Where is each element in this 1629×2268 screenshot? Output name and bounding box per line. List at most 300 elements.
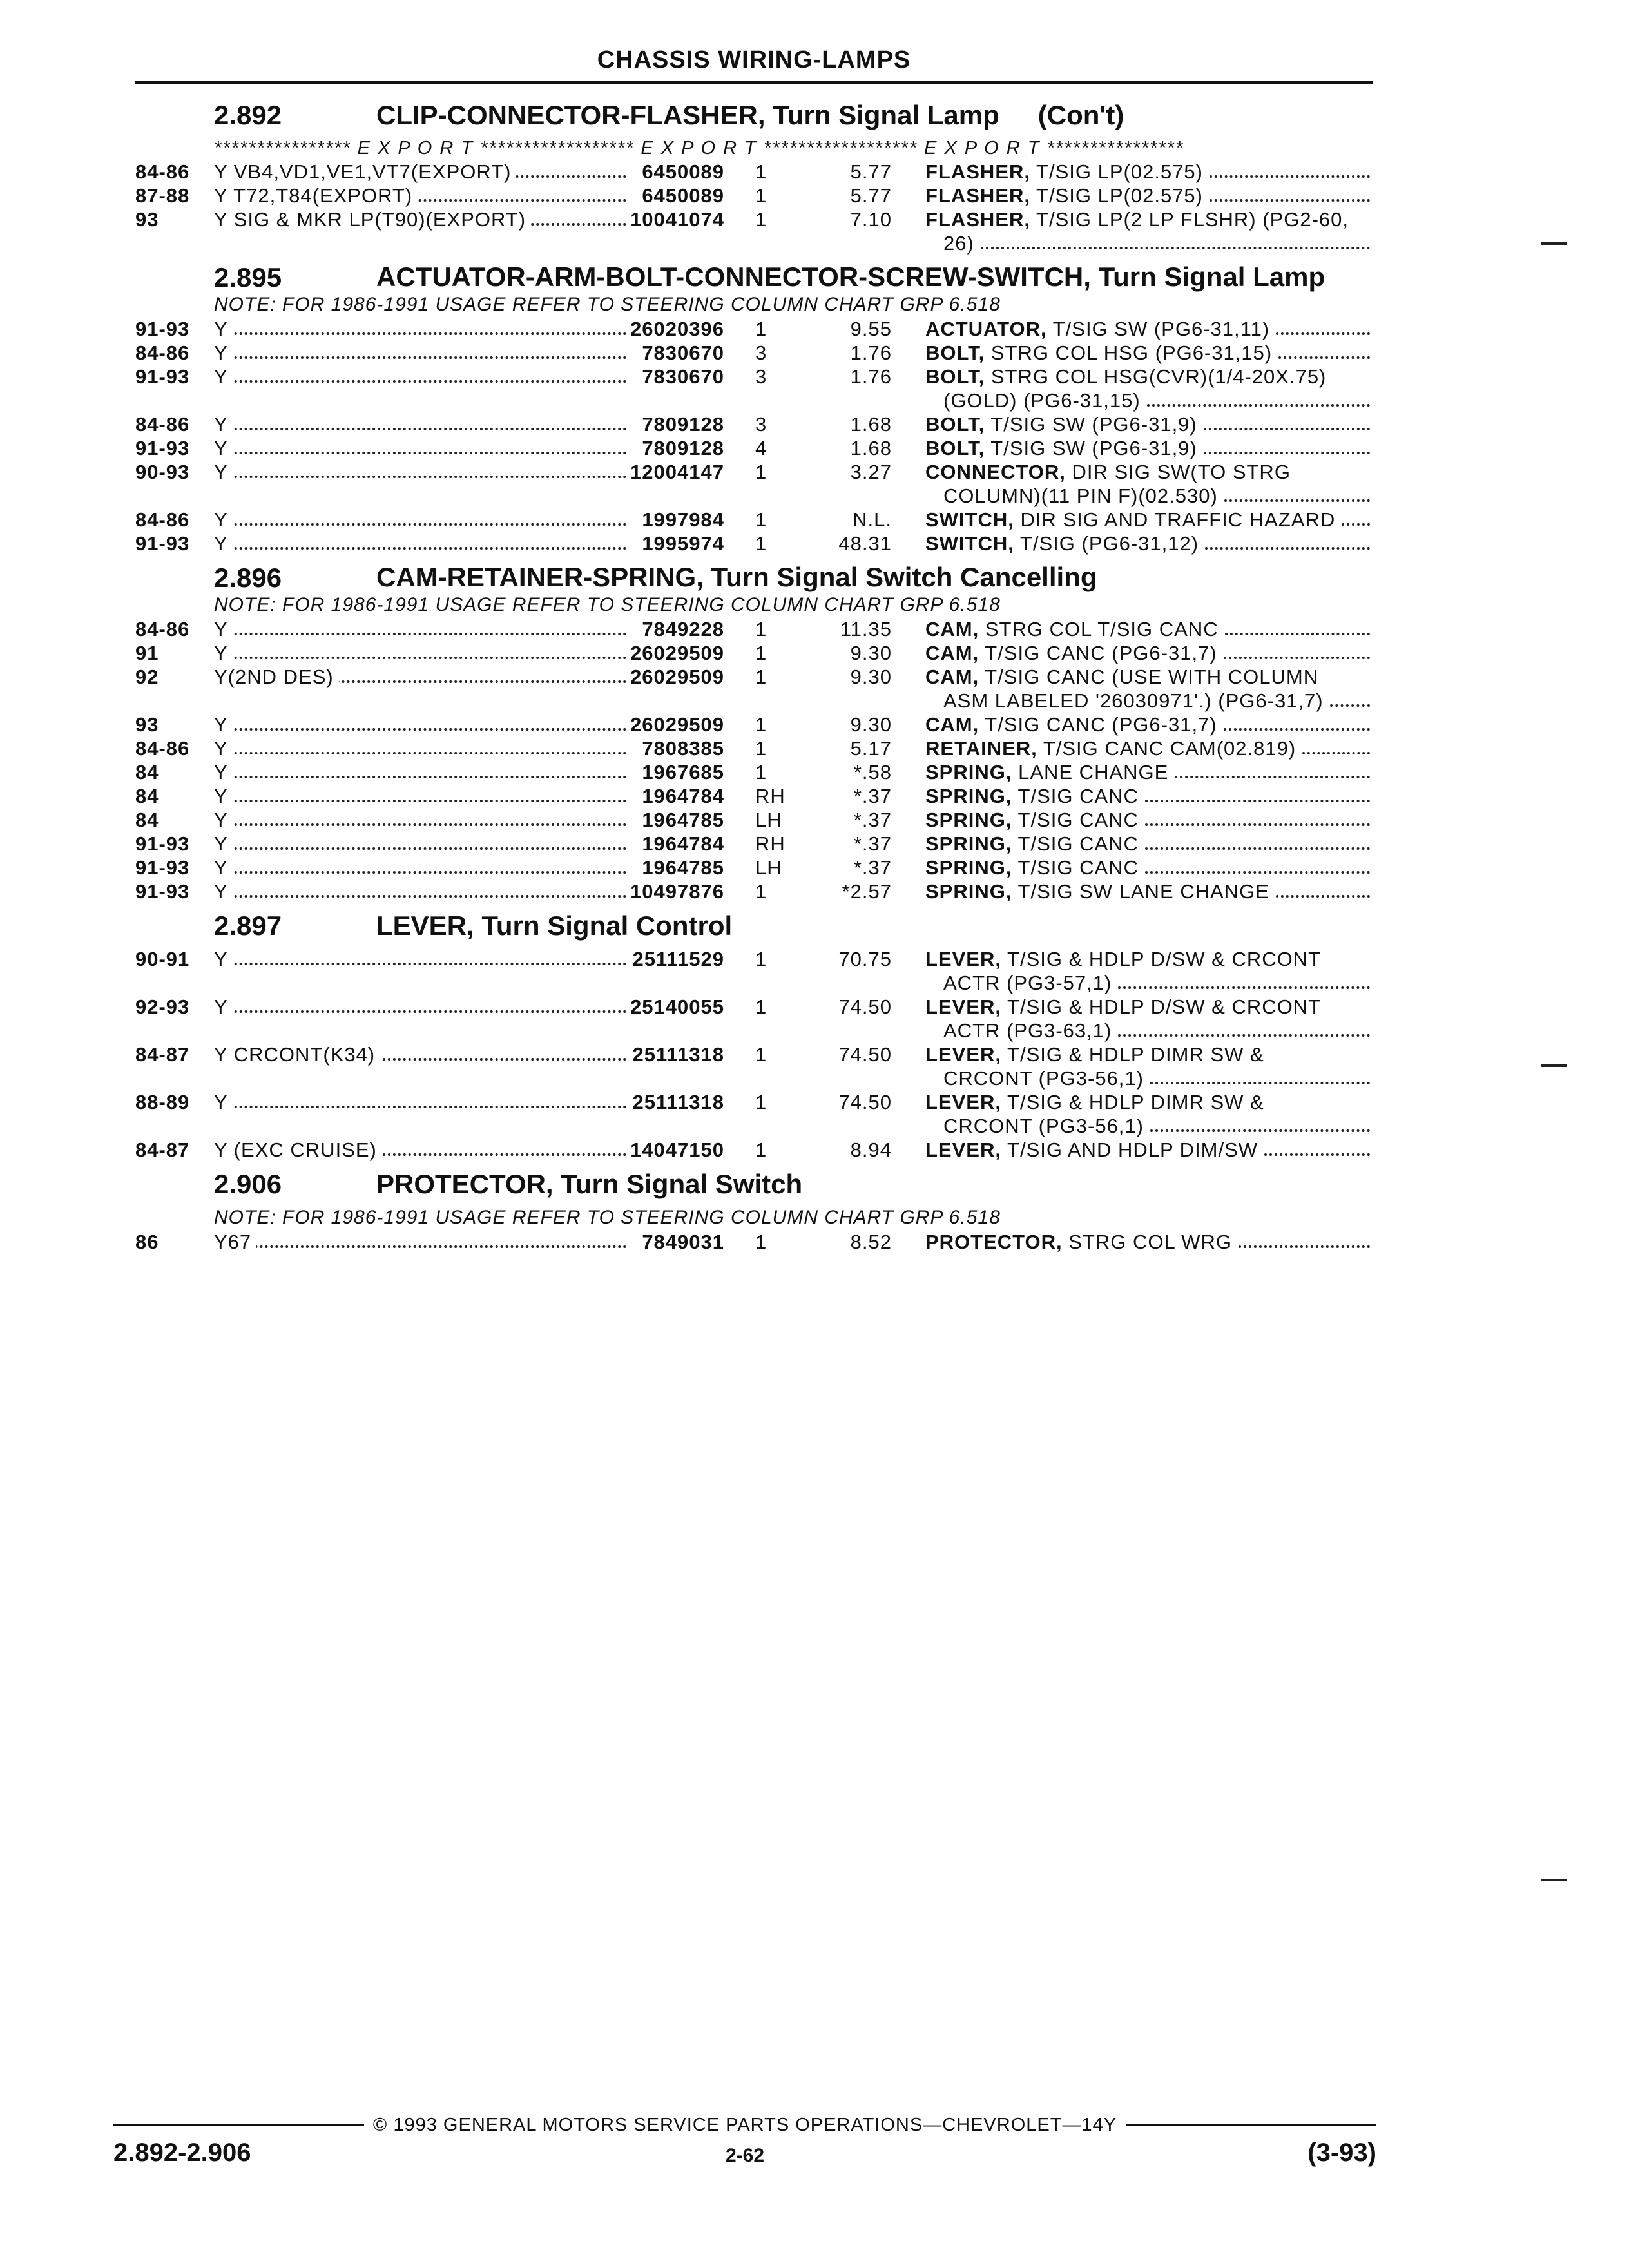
part-description bbox=[892, 184, 1373, 207]
model-years: 84-86 bbox=[135, 508, 190, 531]
part-detail: T/SIG & HDLP D/SW & CRCONT bbox=[1001, 948, 1322, 970]
dot-leader bbox=[214, 547, 626, 550]
model-usage bbox=[214, 713, 626, 736]
dot-leader bbox=[214, 776, 626, 778]
part-description bbox=[892, 341, 1373, 365]
part-detail: T/SIG SW (PG6-31,11) bbox=[1046, 318, 1270, 340]
part-row bbox=[135, 784, 1373, 808]
part-detail: STRG COL HSG(CVR)(1/4-20X.75) bbox=[985, 365, 1327, 388]
part-row bbox=[135, 947, 1373, 995]
part-number: 10497876 bbox=[630, 880, 724, 903]
model-years: 90-91 bbox=[135, 948, 190, 970]
dot-leader bbox=[214, 847, 626, 850]
part-description bbox=[892, 508, 1373, 532]
dot-leader bbox=[1145, 832, 1370, 850]
part-description bbox=[892, 317, 1373, 341]
model-usage-text: Y bbox=[214, 437, 233, 459]
model-years: 87-88 bbox=[135, 184, 190, 207]
part-detail-continued: CRCONT (PG3-56,1) bbox=[943, 1115, 1144, 1137]
model-usage bbox=[214, 460, 626, 508]
part-description bbox=[892, 160, 1373, 184]
section-name-text: ACTUATOR-ARM-BOLT-CONNECTOR-SCREW-SWITCH, Turn Signal Lamp bbox=[376, 262, 1325, 292]
part-description bbox=[892, 995, 1373, 1043]
model-usage bbox=[214, 317, 626, 341]
dot-leader bbox=[1302, 736, 1370, 754]
part-detail-continued: (GOLD) (PG6-31,15) bbox=[943, 389, 1141, 412]
part-description bbox=[892, 736, 1373, 760]
section-heading bbox=[135, 94, 1373, 137]
part-name: RETAINER, bbox=[925, 737, 1037, 760]
model-usage-text: Y bbox=[214, 1091, 233, 1113]
margin-mark bbox=[1541, 1064, 1567, 1067]
model-years: 92-93 bbox=[135, 995, 190, 1018]
quantity: 1 bbox=[755, 948, 767, 970]
part-number: 6450089 bbox=[642, 160, 724, 183]
part-detail: LANE CHANGE bbox=[1012, 761, 1169, 783]
part-description bbox=[892, 760, 1373, 784]
part-detail: T/SIG CANC bbox=[1012, 832, 1139, 855]
dot-leader bbox=[1224, 641, 1370, 659]
model-usage-text: Y bbox=[214, 832, 233, 855]
part-name: CAM, bbox=[925, 713, 979, 736]
part-name: BOLT, bbox=[925, 413, 985, 436]
part-row bbox=[135, 412, 1373, 436]
part-number: 25111529 bbox=[632, 948, 724, 970]
part-name: CAM, bbox=[925, 618, 979, 640]
section-heading bbox=[135, 905, 1373, 947]
part-description bbox=[892, 808, 1373, 832]
footer-section-range: 2.892-2.906 bbox=[113, 2138, 251, 2167]
quantity: 1 bbox=[755, 713, 767, 736]
parts-listing bbox=[135, 94, 1373, 1254]
part-row bbox=[135, 184, 1373, 207]
part-row bbox=[135, 1090, 1373, 1138]
part-detail: T/SIG SW (PG6-31,9) bbox=[985, 437, 1197, 459]
part-name: SPRING, bbox=[925, 809, 1012, 831]
section-name-text: LEVER, Turn Signal Control bbox=[376, 910, 733, 941]
dot-leader bbox=[1150, 1066, 1370, 1084]
section-name-text: PROTECTOR, Turn Signal Switch bbox=[376, 1169, 803, 1199]
part-number: 14047150 bbox=[630, 1139, 724, 1161]
quantity: 1 bbox=[755, 1231, 767, 1253]
page-footer bbox=[113, 2115, 1376, 2167]
model-usage bbox=[214, 365, 626, 412]
part-detail: T/SIG LP(02.575) bbox=[1030, 160, 1203, 183]
part-description bbox=[892, 879, 1373, 903]
part-row bbox=[135, 736, 1373, 760]
price: 3.27 bbox=[850, 461, 892, 483]
model-usage bbox=[214, 1230, 626, 1254]
price: *.37 bbox=[853, 809, 892, 831]
model-usage bbox=[214, 760, 626, 784]
model-usage-text: Y CRCONT(K34) bbox=[214, 1043, 380, 1066]
part-description bbox=[892, 856, 1373, 879]
part-detail-continued: ASM LABELED '26030971'.) (PG6-31,7) bbox=[943, 689, 1324, 712]
part-number: 6450089 bbox=[642, 184, 724, 207]
part-description bbox=[892, 1043, 1373, 1090]
dot-leader bbox=[1175, 760, 1370, 778]
part-name: ACTUATOR, bbox=[925, 318, 1047, 340]
model-years: 84-86 bbox=[135, 618, 190, 640]
dot-leader bbox=[214, 1106, 626, 1108]
model-usage-text: Y T72,T84(EXPORT) bbox=[214, 184, 418, 207]
section-number: 2.896 bbox=[214, 562, 282, 593]
model-years: 84-86 bbox=[135, 160, 190, 183]
part-number: 26020396 bbox=[630, 318, 724, 340]
model-usage bbox=[214, 184, 626, 207]
dot-leader bbox=[214, 800, 626, 802]
part-row bbox=[135, 532, 1373, 555]
model-usage bbox=[214, 207, 626, 255]
model-usage bbox=[214, 1043, 626, 1090]
quantity: LH bbox=[755, 809, 782, 831]
section-number: 2.897 bbox=[214, 910, 282, 941]
model-usage-text: Y SIG & MKR LP(T90)(EXPORT) bbox=[214, 208, 531, 231]
model-years: 84-86 bbox=[135, 341, 190, 364]
part-detail: T/SIG CANC bbox=[1012, 856, 1139, 879]
model-years: 91-93 bbox=[135, 318, 190, 340]
model-years: 93 bbox=[135, 208, 159, 231]
model-usage bbox=[214, 641, 626, 665]
model-usage bbox=[214, 736, 626, 760]
dot-leader bbox=[1225, 617, 1370, 635]
part-number: 25111318 bbox=[632, 1091, 724, 1113]
part-name: CONNECTOR, bbox=[925, 461, 1066, 483]
section-note: NOTE: FOR 1986-1991 USAGE REFER TO STEERING COLUMN CHART GRP 6.518 bbox=[214, 1207, 1001, 1228]
part-detail: T/SIG AND HDLP DIM/SW bbox=[1001, 1139, 1258, 1161]
part-detail: T/SIG & HDLP D/SW & CRCONT bbox=[1001, 995, 1322, 1018]
dot-leader bbox=[214, 476, 626, 478]
price: 1.76 bbox=[850, 341, 892, 364]
part-detail: DIR SIG AND TRAFFIC HAZARD bbox=[1014, 508, 1336, 531]
part-row bbox=[135, 832, 1373, 856]
model-usage-text: Y (EXC CRUISE) bbox=[214, 1139, 382, 1161]
model-usage-text: Y bbox=[214, 737, 233, 760]
quantity: LH bbox=[755, 856, 782, 879]
dot-leader bbox=[1145, 808, 1370, 826]
dot-leader bbox=[1276, 879, 1370, 898]
part-detail: T/SIG CANC (USE WITH COLUMN bbox=[979, 666, 1319, 688]
model-usage-text: Y bbox=[214, 809, 233, 831]
dot-leader bbox=[1239, 1230, 1370, 1248]
model-usage-text: Y bbox=[214, 713, 233, 736]
quantity: 1 bbox=[755, 208, 767, 231]
part-detail-continued: ACTR (PG3-57,1) bbox=[943, 972, 1112, 994]
part-detail-continued: 26) bbox=[943, 232, 974, 255]
price: 9.30 bbox=[850, 642, 892, 664]
price: N.L. bbox=[853, 508, 892, 531]
price: 1.68 bbox=[850, 413, 892, 436]
part-row bbox=[135, 665, 1373, 713]
price: 5.17 bbox=[850, 737, 892, 760]
price: 5.77 bbox=[850, 184, 892, 207]
dot-leader bbox=[1147, 389, 1370, 407]
price: 11.35 bbox=[840, 618, 892, 640]
dot-leader bbox=[1210, 160, 1370, 178]
part-detail: T/SIG CANC (PG6-31,7) bbox=[979, 642, 1217, 664]
dot-leader bbox=[214, 963, 626, 965]
part-number: 1964784 bbox=[642, 832, 724, 855]
quantity: 1 bbox=[755, 461, 767, 483]
section-note: NOTE: FOR 1986-1991 USAGE REFER TO STEERING COLUMN CHART GRP 6.518 bbox=[214, 294, 1001, 315]
quantity: 1 bbox=[755, 160, 767, 183]
part-number: 7849031 bbox=[642, 1231, 724, 1253]
model-years: 91-93 bbox=[135, 880, 190, 903]
price: 70.75 bbox=[838, 948, 892, 970]
part-row bbox=[135, 436, 1373, 460]
section-heading bbox=[135, 256, 1373, 293]
dot-leader bbox=[1210, 184, 1370, 202]
price: 74.50 bbox=[838, 1091, 892, 1113]
part-row bbox=[135, 995, 1373, 1043]
section-name bbox=[376, 94, 1373, 137]
part-number: 1997984 bbox=[642, 508, 724, 531]
model-usage-text: Y bbox=[214, 761, 233, 783]
part-detail: T/SIG & HDLP DIMR SW & bbox=[1001, 1043, 1264, 1066]
model-years: 93 bbox=[135, 713, 159, 736]
quantity: RH bbox=[755, 785, 786, 807]
part-detail: T/SIG CANC bbox=[1012, 785, 1139, 807]
dot-leader bbox=[1150, 1114, 1370, 1132]
part-detail-continued: COLUMN)(11 PIN F)(02.530) bbox=[943, 485, 1218, 507]
dot-leader bbox=[214, 633, 626, 635]
quantity: 1 bbox=[755, 508, 767, 531]
quantity: 1 bbox=[755, 184, 767, 207]
footer-date: (3-93) bbox=[1307, 2138, 1376, 2167]
dot-leader bbox=[1224, 713, 1370, 731]
section-name bbox=[376, 1163, 1373, 1206]
quantity: 1 bbox=[755, 1139, 767, 1161]
quantity: 1 bbox=[755, 318, 767, 340]
quantity: 4 bbox=[755, 437, 767, 459]
dot-leader bbox=[1342, 508, 1370, 526]
section-heading bbox=[135, 557, 1373, 593]
page-title: CHASSIS WIRING-LAMPS bbox=[597, 46, 911, 73]
part-row bbox=[135, 856, 1373, 879]
model-usage-text: Y67 bbox=[214, 1231, 256, 1253]
section-name bbox=[376, 905, 1373, 947]
part-row bbox=[135, 1043, 1373, 1090]
part-detail: T/SIG LP(02.575) bbox=[1030, 184, 1203, 207]
quantity: 1 bbox=[755, 1043, 767, 1066]
part-name: FLASHER, bbox=[925, 160, 1030, 183]
footer-page-number: 2-62 bbox=[725, 2145, 765, 2166]
quantity: 1 bbox=[755, 737, 767, 760]
model-usage-text: Y VB4,VD1,VE1,VT7(EXPORT) bbox=[214, 160, 516, 183]
model-usage-text: Y bbox=[214, 341, 233, 364]
model-usage bbox=[214, 436, 626, 460]
price: 74.50 bbox=[838, 995, 892, 1018]
part-description bbox=[892, 617, 1373, 641]
part-name: LEVER, bbox=[925, 948, 1001, 970]
part-number: 1964784 bbox=[642, 785, 724, 807]
part-row bbox=[135, 317, 1373, 341]
dot-leader bbox=[214, 657, 626, 659]
model-years: 84-86 bbox=[135, 737, 190, 760]
price: 74.50 bbox=[838, 1043, 892, 1066]
part-name: LEVER, bbox=[925, 1043, 1001, 1066]
dot-leader bbox=[1145, 784, 1370, 802]
part-description bbox=[892, 1230, 1373, 1254]
part-description bbox=[892, 365, 1373, 412]
part-name: CAM, bbox=[925, 642, 979, 664]
dot-leader bbox=[214, 871, 626, 874]
dot-leader bbox=[214, 1245, 626, 1248]
model-usage bbox=[214, 1090, 626, 1138]
part-number: 7809128 bbox=[642, 437, 724, 459]
quantity: 1 bbox=[755, 532, 767, 555]
dot-leader bbox=[1224, 484, 1370, 502]
part-description bbox=[892, 947, 1373, 995]
price: 1.68 bbox=[850, 437, 892, 459]
model-usage bbox=[214, 665, 626, 713]
quantity: 1 bbox=[755, 880, 767, 903]
section-name-text: CAM-RETAINER-SPRING, Turn Signal Switch Cancelling bbox=[376, 562, 1097, 592]
model-usage bbox=[214, 808, 626, 832]
part-description bbox=[892, 1090, 1373, 1138]
part-name: BOLT, bbox=[925, 365, 985, 388]
model-years: 90-93 bbox=[135, 461, 190, 483]
part-detail: T/SIG (PG6-31,12) bbox=[1014, 532, 1199, 555]
section-name bbox=[376, 263, 1373, 291]
dot-leader bbox=[981, 231, 1370, 249]
section-number: 2.895 bbox=[214, 262, 282, 293]
dot-leader bbox=[214, 752, 626, 754]
part-name: LEVER, bbox=[925, 1139, 1001, 1161]
part-detail-continued: CRCONT (PG3-56,1) bbox=[943, 1067, 1144, 1090]
dot-leader bbox=[1118, 1019, 1370, 1037]
part-name: LEVER, bbox=[925, 995, 1001, 1018]
dot-leader bbox=[214, 428, 626, 430]
part-detail: STRG COL T/SIG CANC bbox=[979, 618, 1219, 640]
model-usage bbox=[214, 784, 626, 808]
price: 9.30 bbox=[850, 713, 892, 736]
model-years: 88-89 bbox=[135, 1091, 190, 1113]
part-row bbox=[135, 1230, 1373, 1254]
part-description bbox=[892, 532, 1373, 555]
price: 8.52 bbox=[850, 1231, 892, 1253]
part-number: 26029509 bbox=[630, 642, 724, 664]
part-name: SWITCH, bbox=[925, 532, 1014, 555]
part-number: 7830670 bbox=[642, 365, 724, 388]
section-heading bbox=[135, 1163, 1373, 1206]
part-row bbox=[135, 617, 1373, 641]
part-description bbox=[892, 641, 1373, 665]
dot-leader bbox=[214, 895, 626, 898]
part-name: FLASHER, bbox=[925, 184, 1030, 207]
part-number: 7809128 bbox=[642, 413, 724, 436]
dot-leader bbox=[1145, 856, 1370, 874]
model-years: 84-87 bbox=[135, 1043, 190, 1066]
model-years: 91-93 bbox=[135, 532, 190, 555]
part-row bbox=[135, 1138, 1373, 1162]
part-number: 25140055 bbox=[630, 995, 724, 1018]
part-number: 26029509 bbox=[630, 666, 724, 688]
footer-rule-right bbox=[1126, 2124, 1376, 2126]
part-detail: T/SIG SW LANE CHANGE bbox=[1012, 880, 1269, 903]
model-usage bbox=[214, 856, 626, 879]
price: 9.30 bbox=[850, 666, 892, 688]
header-rule bbox=[135, 81, 1373, 84]
price: 1.76 bbox=[850, 365, 892, 388]
price: *.37 bbox=[853, 785, 892, 807]
part-number: 7830670 bbox=[642, 341, 724, 364]
price: *.37 bbox=[853, 832, 892, 855]
part-number: 10041074 bbox=[630, 208, 724, 231]
part-detail: STRG COL WRG bbox=[1062, 1231, 1232, 1253]
part-detail: T/SIG LP(2 LP FLSHR) (PG2-60, bbox=[1030, 208, 1349, 231]
part-row bbox=[135, 808, 1373, 832]
price: 7.10 bbox=[850, 208, 892, 231]
part-name: PROTECTOR, bbox=[925, 1231, 1063, 1253]
model-usage bbox=[214, 1138, 626, 1162]
part-description bbox=[892, 665, 1373, 713]
dot-leader bbox=[214, 452, 626, 454]
model-usage-text: Y bbox=[214, 948, 233, 970]
model-years: 92 bbox=[135, 666, 159, 688]
model-usage bbox=[214, 617, 626, 641]
part-detail: T/SIG & HDLP DIMR SW & bbox=[1001, 1091, 1264, 1113]
dot-leader bbox=[214, 1010, 626, 1013]
part-description bbox=[892, 207, 1373, 255]
model-usage bbox=[214, 508, 626, 532]
model-usage-text: Y bbox=[214, 785, 233, 807]
quantity: 1 bbox=[755, 666, 767, 688]
dot-leader bbox=[1330, 689, 1370, 707]
margin-mark bbox=[1541, 242, 1567, 245]
model-usage-text: Y bbox=[214, 995, 233, 1018]
part-name: SPRING, bbox=[925, 880, 1012, 903]
quantity: 1 bbox=[755, 995, 767, 1018]
part-description bbox=[892, 460, 1373, 508]
quantity: 3 bbox=[755, 365, 767, 388]
model-usage-text: Y bbox=[214, 532, 233, 555]
part-row bbox=[135, 641, 1373, 665]
export-banner: **************** E X P O R T ****************** E X P O R T ****************** E X P O R T **************** bbox=[214, 138, 1184, 159]
part-number: 7808385 bbox=[642, 737, 724, 760]
part-detail: STRG COL HSG (PG6-31,15) bbox=[985, 341, 1273, 364]
model-usage-text: Y bbox=[214, 508, 233, 531]
part-description bbox=[892, 412, 1373, 436]
dot-leader bbox=[1204, 412, 1370, 430]
part-row bbox=[135, 341, 1373, 365]
part-name: LEVER, bbox=[925, 1091, 1001, 1113]
model-usage-text: Y(2ND DES) bbox=[214, 666, 339, 688]
part-name: SWITCH, bbox=[925, 508, 1014, 531]
model-usage-text: Y bbox=[214, 856, 233, 879]
part-name: BOLT, bbox=[925, 437, 985, 459]
part-detail: T/SIG CANC CAM(02.819) bbox=[1037, 737, 1296, 760]
quantity: 3 bbox=[755, 413, 767, 436]
quantity: 1 bbox=[755, 761, 767, 783]
price: 8.94 bbox=[850, 1139, 892, 1161]
price: *.58 bbox=[853, 761, 892, 783]
dot-leader bbox=[214, 356, 626, 359]
dot-leader bbox=[1278, 341, 1370, 359]
part-number: 1967685 bbox=[642, 761, 724, 783]
dot-leader bbox=[214, 332, 626, 335]
part-name: SPRING, bbox=[925, 856, 1012, 879]
model-usage bbox=[214, 341, 626, 365]
part-row bbox=[135, 879, 1373, 903]
model-usage bbox=[214, 995, 626, 1043]
part-detail: T/SIG SW (PG6-31,9) bbox=[985, 413, 1197, 436]
dot-leader bbox=[1276, 317, 1370, 335]
model-usage-text: Y bbox=[214, 642, 233, 664]
model-years: 86 bbox=[135, 1231, 159, 1253]
margin-mark bbox=[1541, 1879, 1567, 1881]
part-row bbox=[135, 207, 1373, 255]
